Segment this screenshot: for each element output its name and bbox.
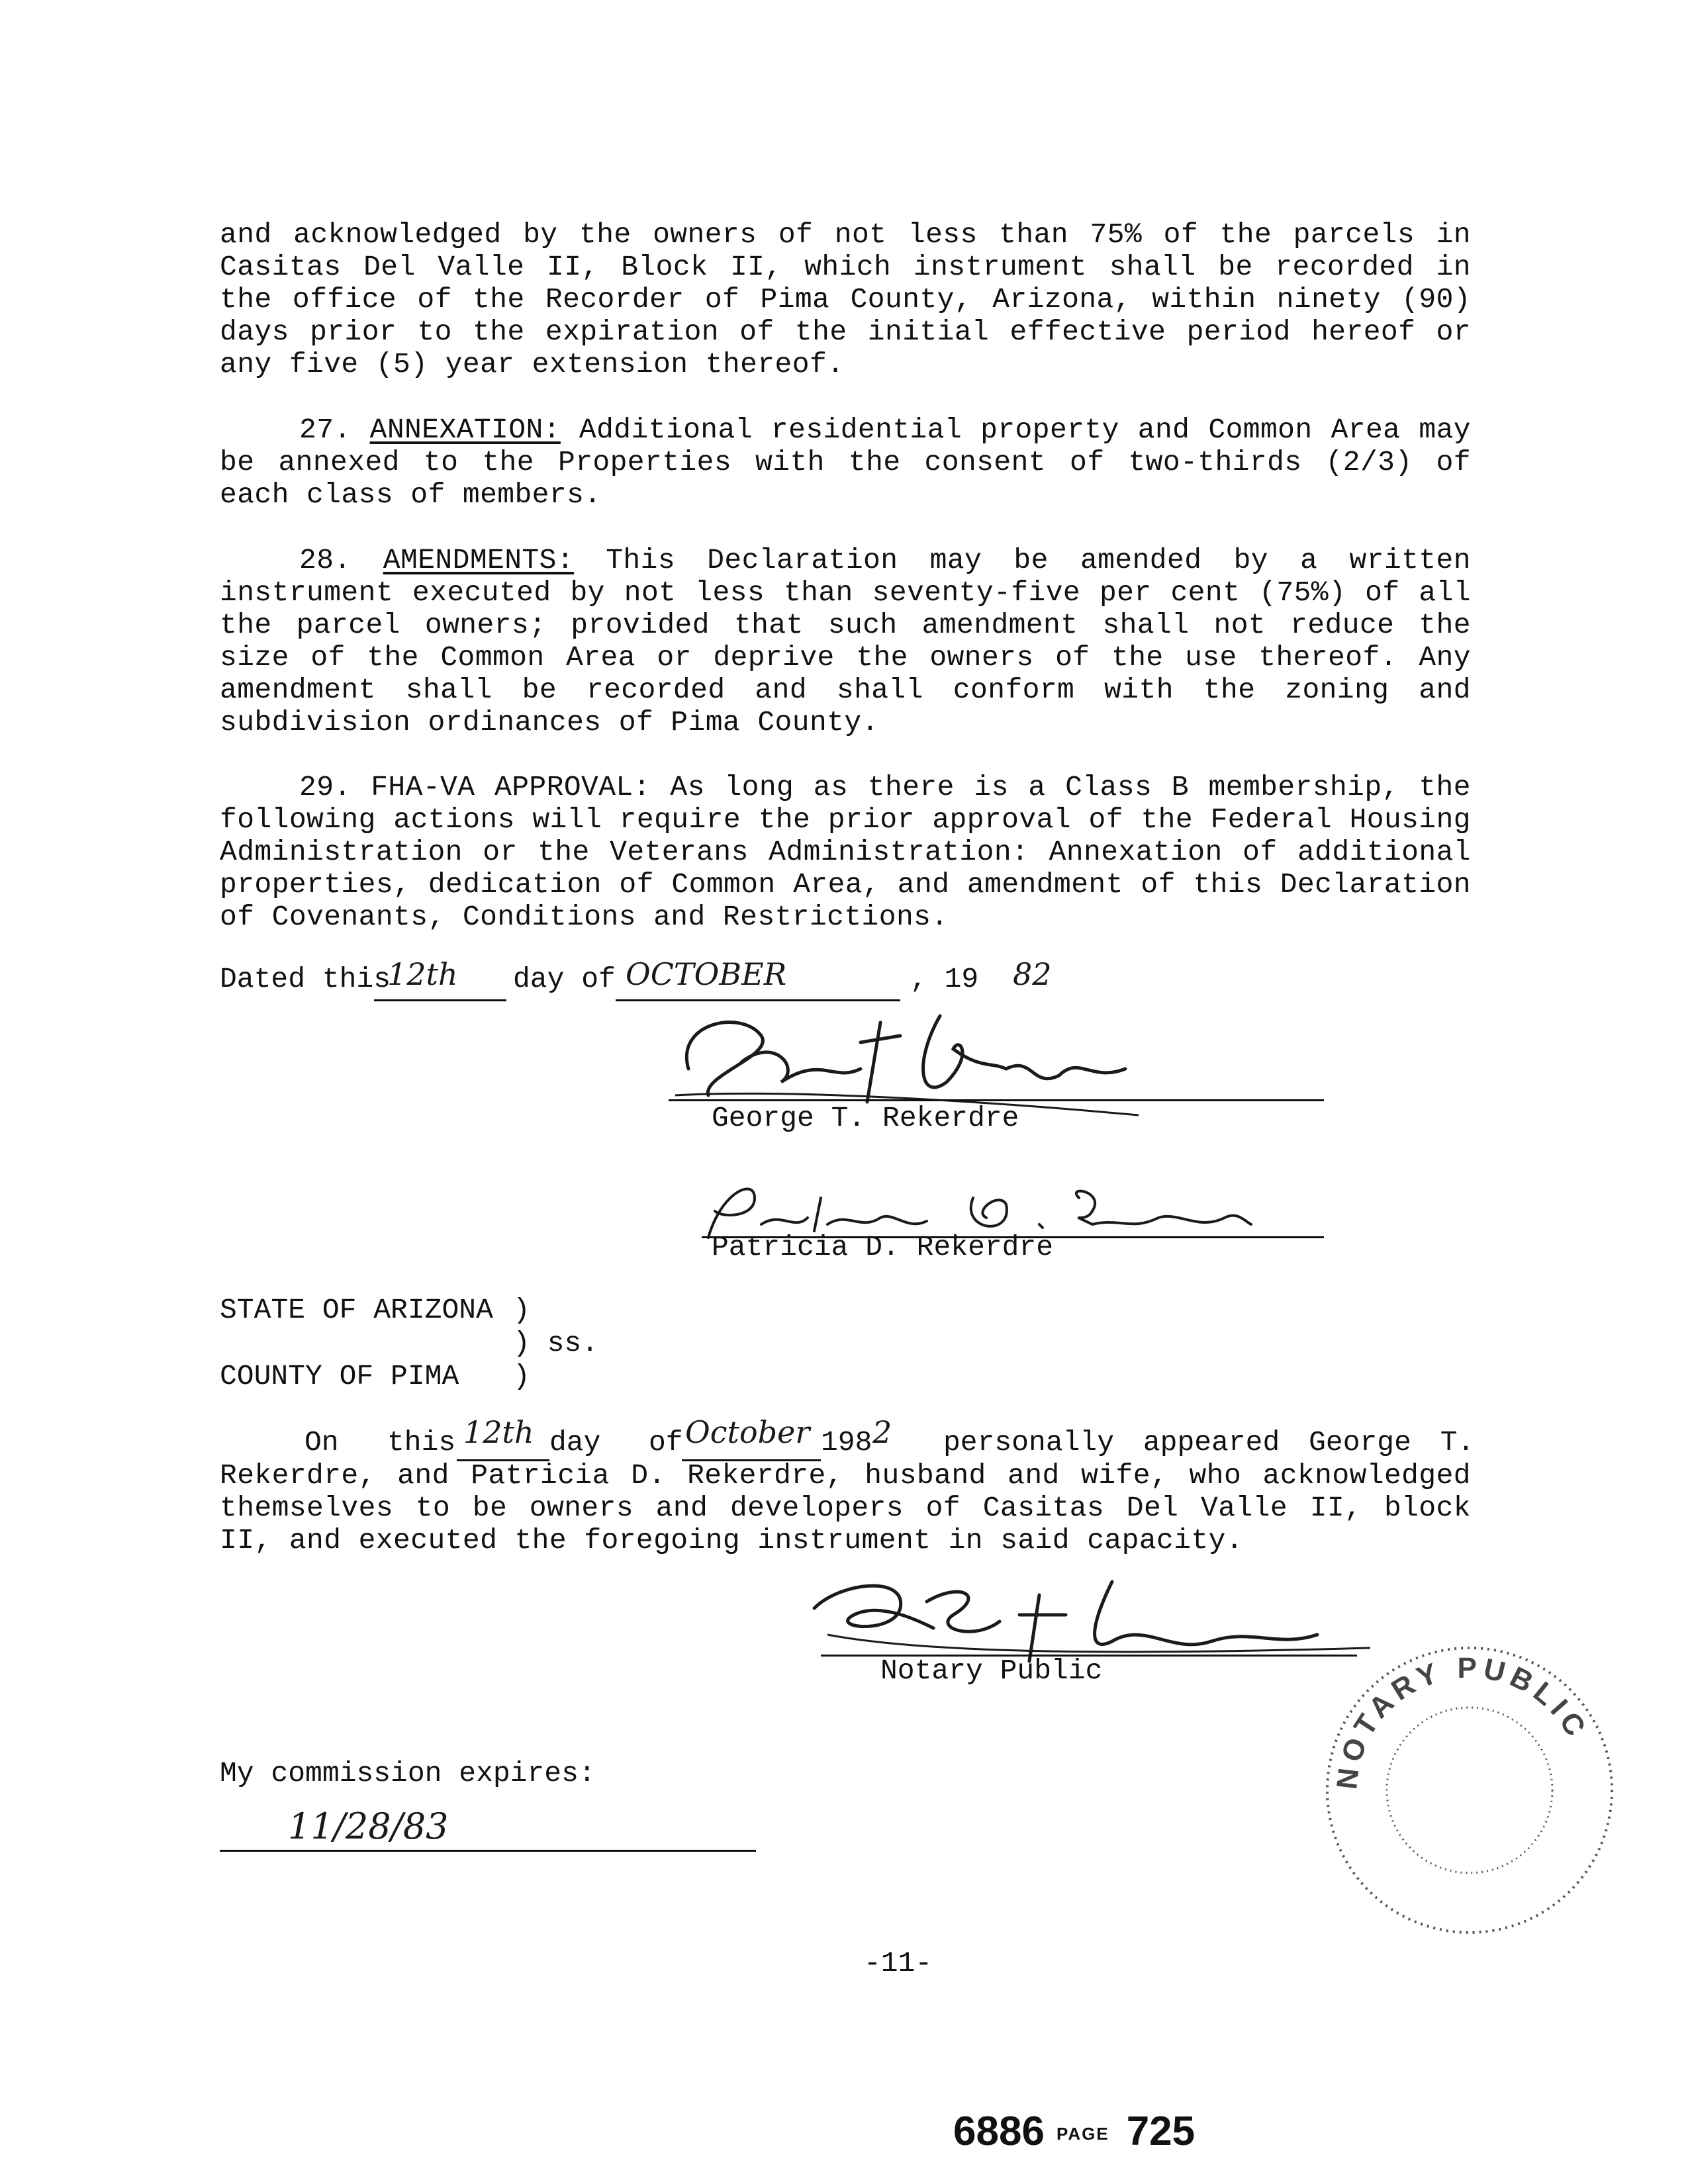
venue-paren-1: ) (513, 1294, 530, 1326)
venue-ss: ) ss. (513, 1327, 599, 1359)
commission-date-handwritten: 11/28/83 (288, 1805, 449, 1847)
ack-this: this (387, 1426, 456, 1459)
ack-of: of (649, 1426, 683, 1459)
section-27 (220, 414, 1471, 511)
section-29 (220, 771, 1471, 933)
ack-year-handwritten: 2 (872, 1414, 892, 1450)
book-number: 6886 (953, 2109, 1045, 2154)
notary-label: Notary Public (880, 1655, 1103, 1687)
section-number: 29. (299, 771, 352, 803)
section-body: This Declaration may be amended by a written instrument executed by not less than seventy-five per cent (75%) of all the parcel owners; provided that such amendment shall not reduce the size of the Common Area or deprive the owners of the use thereof. Any amendment shall be recorded and shall conform with the zoning and subdivision ordinances of Pima County. (220, 544, 1471, 739)
section-28 (220, 544, 1471, 739)
dated-day-handwritten: 12th (387, 956, 458, 992)
section-number: 27. (299, 414, 352, 446)
signatory-name-george: George T. Rekerdre (712, 1102, 1019, 1134)
section-body: Additional residential property and Common Area may be annexed to the Properties with the consent of two-thirds (2/3) of each class of members. (220, 414, 1471, 511)
venue-paren-3: ) (513, 1360, 530, 1392)
dated-month-handwritten: OCTOBER (626, 956, 787, 992)
ack-day-handwritten: 12th (463, 1414, 534, 1450)
section-body: As long as there is a Class B membership, the following actions will require the prior approval of the Federal Housing Administration or the Veterans Administration: Annexation of additional properties, dedication of Common Area, and amendment of this Declaration of Covenants, Conditions and Restrictions. (220, 771, 1471, 933)
ack-day-word: day (549, 1426, 601, 1459)
dated-day-line (374, 999, 506, 1001)
ack-year-prefix: 198 (821, 1426, 872, 1459)
section-heading: ANNEXATION: (369, 414, 561, 446)
commission-label: My commission expires: (220, 1757, 596, 1790)
section-number: 28. (299, 544, 352, 576)
ack-on: On (305, 1426, 339, 1459)
ack-month-handwritten: October (685, 1414, 810, 1450)
page-number: -11- (864, 1947, 933, 1979)
commission-date-line (220, 1850, 756, 1852)
section-heading: AMENDMENTS: (383, 544, 575, 576)
notary-seal-text: NOTARY PUBLIC (1331, 1651, 1595, 1792)
svg-text:NOTARY PUBLIC (1331, 1652, 1594, 1791)
book-page-number: 725 (1126, 2109, 1196, 2154)
ack-rest: Rekerdre, and Patricia D. Rekerdre, husband and wife, who acknowledged themselves to be owners and developers of Casitas Del Valle II, block II, and executed the foregoing instrument in said capacity. (220, 1459, 1471, 1557)
notary-seal (1297, 1618, 1642, 1962)
page-label: PAGE (1056, 2124, 1109, 2144)
dated-day-word: day of (513, 963, 616, 995)
book-page-reference (953, 2108, 1195, 2155)
dated-year-prefix: , 19 (910, 963, 979, 995)
dated-prefix: Dated this (220, 963, 391, 995)
venue-state: STATE OF ARIZONA (220, 1294, 493, 1326)
venue-county: COUNTY OF PIMA (220, 1360, 459, 1392)
dated-year-handwritten: 82 (1013, 956, 1052, 992)
paragraph-continuation: and acknowledged by the owners of not less than 75% of the parcels in Casitas Del Valle II, Block II, which instrument shall be recorded in the office of the Recorder of Pima County, Arizona, within ninety (90) days prior to the expiration of the initial effective period hereof or any five (5) year extension thereof. (220, 218, 1471, 381)
signatory-name-patricia: Patricia D. Rekerdre (712, 1231, 1054, 1263)
ack-rest-line-1: personally appeared George T. (943, 1426, 1475, 1459)
section-heading: FHA-VA APPROVAL: (371, 771, 651, 803)
signature-line-george (669, 1099, 1324, 1101)
